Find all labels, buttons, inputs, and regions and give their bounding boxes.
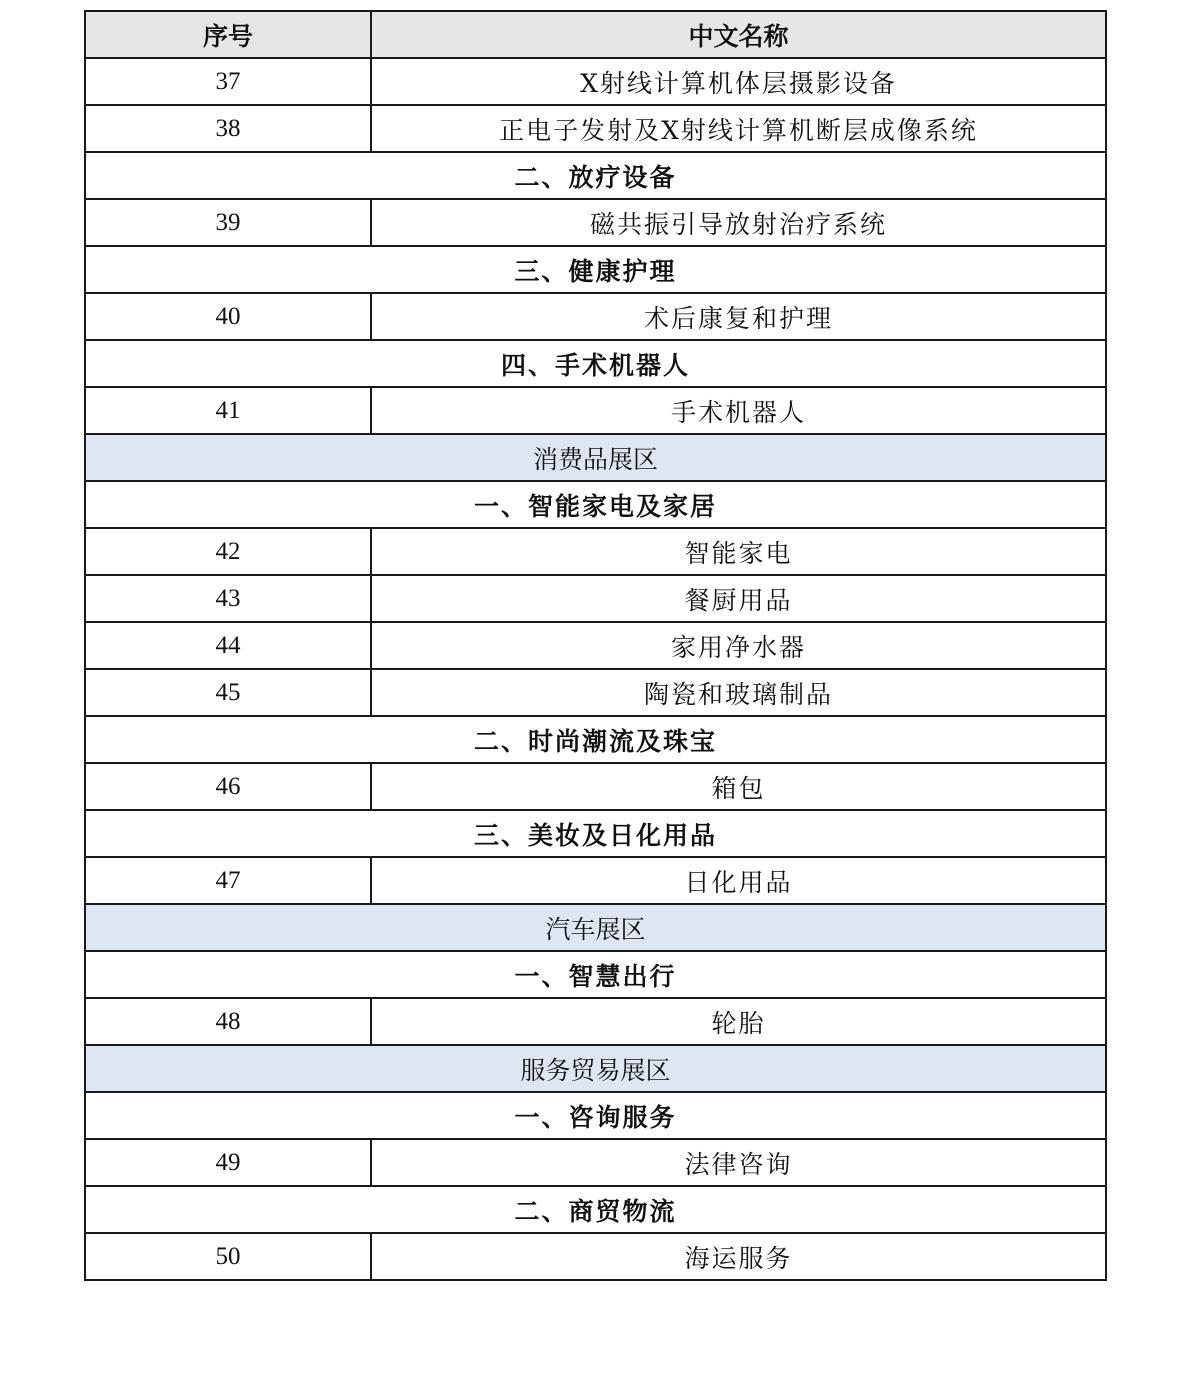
serial-number-cell: 42: [85, 528, 371, 575]
table-row: [85, 528, 1106, 575]
serial-number-cell: 43: [85, 575, 371, 622]
header-serial-number: 序号: [85, 11, 371, 58]
table-row: [85, 575, 1106, 622]
table-row: [85, 669, 1106, 716]
serial-number-cell: 49: [85, 1139, 371, 1186]
category-row: [85, 716, 1106, 763]
product-name-cell: 正电子发射及X射线计算机断层成像系统: [371, 105, 1106, 152]
product-name-cell: 日化用品: [371, 857, 1106, 904]
serial-number-cell: 39: [85, 199, 371, 246]
serial-number-cell: 40: [85, 293, 371, 340]
serial-number-cell: 45: [85, 669, 371, 716]
category-label: 一、咨询服务: [85, 1092, 1106, 1139]
table-row: [85, 293, 1106, 340]
category-row: [85, 1186, 1106, 1233]
category-row: [85, 246, 1106, 293]
category-row: [85, 481, 1106, 528]
table-row: [85, 998, 1106, 1045]
table-row: [85, 105, 1106, 152]
product-name-cell: 陶瓷和玻璃制品: [371, 669, 1106, 716]
exhibition-zone-row: [85, 1045, 1106, 1092]
serial-number-cell: 50: [85, 1233, 371, 1280]
exhibition-zone-row: [85, 434, 1106, 481]
category-row: [85, 340, 1106, 387]
header-row: [85, 11, 1106, 58]
serial-number-cell: 41: [85, 387, 371, 434]
serial-number-cell: 48: [85, 998, 371, 1045]
product-name-cell: 箱包: [371, 763, 1106, 810]
category-label: 二、商贸物流: [85, 1186, 1106, 1233]
table-row: [85, 387, 1106, 434]
product-name-cell: 手术机器人: [371, 387, 1106, 434]
category-label: 三、健康护理: [85, 246, 1106, 293]
product-name-cell: X射线计算机体层摄影设备: [371, 58, 1106, 105]
category-label: 三、美妆及日化用品: [85, 810, 1106, 857]
product-name-cell: 法律咨询: [371, 1139, 1106, 1186]
table-body: [85, 58, 1106, 1280]
category-row: [85, 1092, 1106, 1139]
product-name-cell: 轮胎: [371, 998, 1106, 1045]
exhibition-zone-row: [85, 904, 1106, 951]
category-label: 四、手术机器人: [85, 340, 1106, 387]
table-row: [85, 622, 1106, 669]
table-header: [85, 11, 1106, 58]
table-row: [85, 1233, 1106, 1280]
category-label: 二、放疗设备: [85, 152, 1106, 199]
table-row: [85, 857, 1106, 904]
serial-number-cell: 47: [85, 857, 371, 904]
serial-number-cell: 44: [85, 622, 371, 669]
table-row: [85, 58, 1106, 105]
category-label: 二、时尚潮流及珠宝: [85, 716, 1106, 763]
category-label: 一、智能家电及家居: [85, 481, 1106, 528]
serial-number-cell: 46: [85, 763, 371, 810]
product-catalog-table: [84, 10, 1107, 1281]
exhibition-zone-label: 消费品展区: [85, 434, 1106, 481]
header-chinese-name: 中文名称: [371, 11, 1106, 58]
category-row: [85, 810, 1106, 857]
exhibition-zone-label: 汽车展区: [85, 904, 1106, 951]
product-name-cell: 术后康复和护理: [371, 293, 1106, 340]
category-label: 一、智慧出行: [85, 951, 1106, 998]
exhibition-zone-label: 服务贸易展区: [85, 1045, 1106, 1092]
category-row: [85, 152, 1106, 199]
serial-number-cell: 38: [85, 105, 371, 152]
category-row: [85, 951, 1106, 998]
table-row: [85, 199, 1106, 246]
table-row: [85, 1139, 1106, 1186]
product-name-cell: 餐厨用品: [371, 575, 1106, 622]
product-name-cell: 智能家电: [371, 528, 1106, 575]
serial-number-cell: 37: [85, 58, 371, 105]
product-name-cell: 磁共振引导放射治疗系统: [371, 199, 1106, 246]
product-name-cell: 海运服务: [371, 1233, 1106, 1280]
table-row: [85, 763, 1106, 810]
product-name-cell: 家用净水器: [371, 622, 1106, 669]
